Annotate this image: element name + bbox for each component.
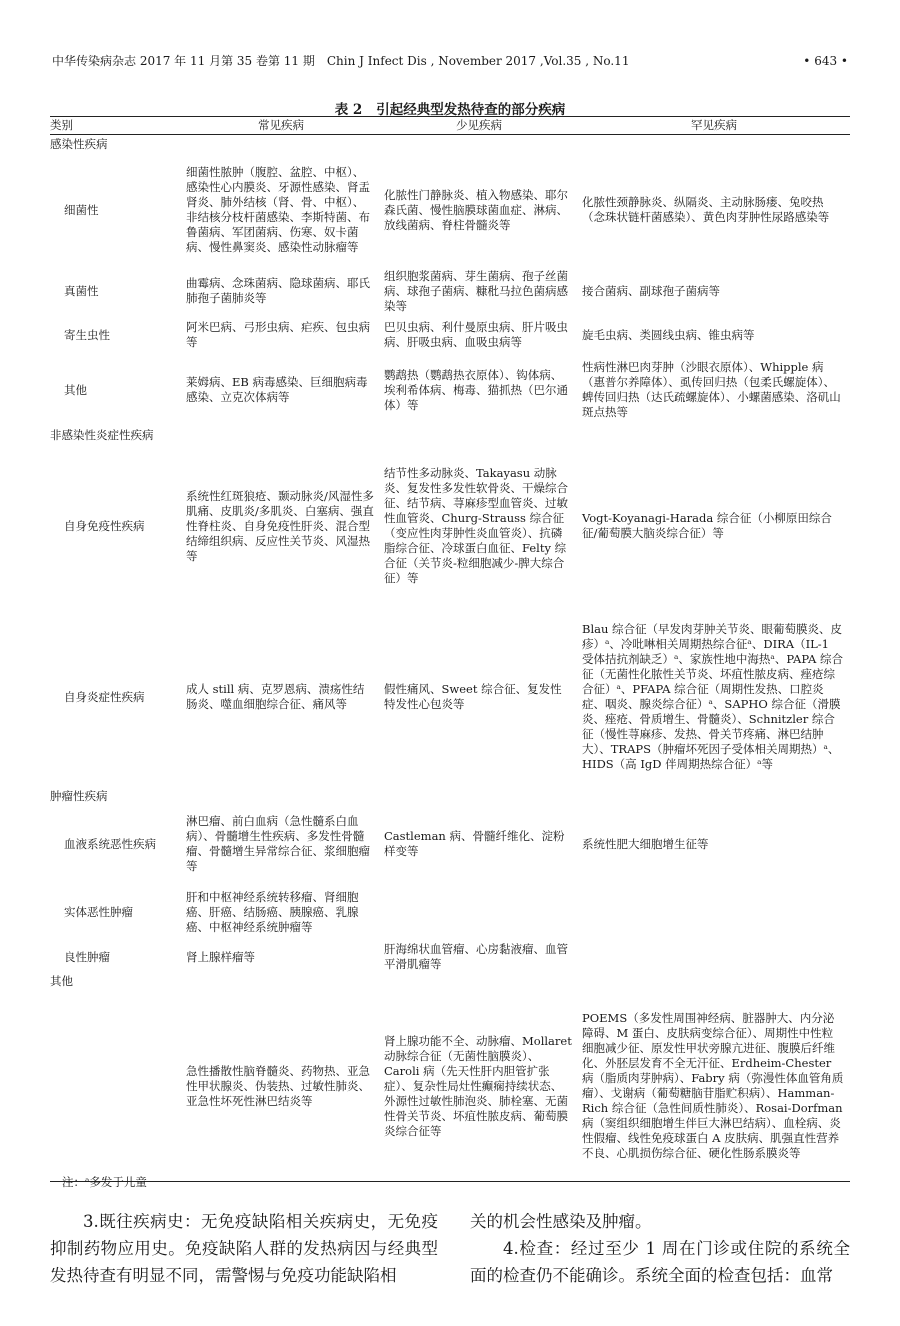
cell-common: 急性播散性脑脊髓炎、药物热、亚急性甲状腺炎、伪装热、过敏性肺炎、亚急性坏死性淋巴结炎等	[182, 991, 380, 1182]
header-common: 常见疾病	[182, 117, 380, 135]
cell-rare: 接合菌病、副球孢子菌病等	[582, 283, 720, 298]
table-caption	[0, 98, 900, 118]
cell-less: 鹦鹉热（鹦鹉热衣原体）、钩体病、埃利希体病、梅毒、猫抓热（巴尔通体）等	[384, 367, 568, 412]
table-row	[50, 266, 850, 316]
cell-common: 成人 still 病、克罗恩病、溃疡性结肠炎、噬血细胞综合征、痛风等	[186, 682, 365, 711]
table-row	[50, 316, 850, 354]
table-row	[50, 354, 850, 426]
page-number: • 643 •	[803, 54, 848, 68]
cell-common: 淋巴瘤、前白血病（急性髓系白血病）、骨髓增生性疾病、多发性骨髓瘤、骨髓增生异常综合征、浆细胞瘤等	[186, 814, 370, 873]
table-row	[50, 991, 850, 1182]
body-continuation: 关的机会性感染及肿瘤。	[470, 1212, 652, 1231]
body-column-right	[470, 1208, 850, 1289]
cell-rare	[578, 942, 850, 972]
group-label: 非感染性炎症性疾病	[50, 428, 154, 442]
table-row	[50, 942, 850, 972]
row-category: 自身免疫性疾病	[64, 518, 145, 533]
cell-rare: 性病性淋巴肉芽肿（沙眼衣原体）、Whipple 病（惠普尔养障体）、虱传回归热（包柔氏螺旋体）、蜱传回归热（达氏疏螺旋体）、小螺菌感染、洛矶山斑点热等	[582, 360, 841, 419]
cell-less: 假性痛风、Sweet 综合征、复发性特发性心包炎等	[384, 682, 562, 711]
table-header-row	[50, 117, 850, 135]
group-label: 感染性疾病	[50, 137, 108, 151]
group-label: 其他	[50, 974, 73, 988]
cell-rare: POEMS（多发性周围神经病、脏器肿大、内分泌障碍、M 蛋白、皮肤病变综合征）、周期性中性粒细胞减少征、原发性甲状旁腺亢进征、腹膜后纤维化、外胚层发育不全无汗征、Erdheim-Chester 病（脂质肉芽肿病）、Fabry 病（弥漫性体血管角质瘤）、戈谢病（葡萄糖脑苷脂贮积病）、Hamman-Rich 综合征（急性间质性肺炎）、Rosai-Dorfman 病（窦组织细胞增生伴巨大淋巴结病）、血栓病、炎性假瘤、线性免疫球蛋白 A 皮肤病、肌强直性营养不良、心肌损伤综合征、硬化性肠系膜炎等	[578, 991, 850, 1182]
cell-common: 系统性红斑狼疮、颞动脉炎/风湿性多肌痛、皮肌炎/多肌炎、白塞病、强直性脊柱炎、自身免疫性肝炎、混合型结缔组织病、反应性关节炎、风湿热等	[186, 488, 374, 563]
row-category: 自身炎症性疾病	[64, 689, 145, 704]
cell-rare: Vogt-Koyanagi-Harada 综合征（小柳原田综合征/葡萄膜大脑炎综合征）等	[582, 511, 832, 540]
cell-common: 肝和中枢神经系统转移瘤、肾细胞癌、肝癌、结肠癌、胰腺癌、乳腺癌、中枢神经系统肿瘤等	[186, 889, 359, 934]
header-rare: 罕见疾病	[578, 117, 850, 135]
row-category: 寄生虫性	[64, 327, 110, 342]
group-row-noninfectious	[50, 426, 850, 445]
row-category: 真菌性	[64, 283, 99, 298]
header-less: 少见疾病	[380, 117, 578, 135]
cell-less: 巴贝虫病、利什曼原虫病、肝片吸虫病、肝吸虫病、血吸虫病等	[384, 320, 568, 349]
row-category: 其他	[64, 382, 87, 397]
cell-rare	[578, 882, 850, 942]
group-row-infectious	[50, 135, 850, 155]
table-row	[50, 882, 850, 942]
cell-less: 结节性多动脉炎、Takayasu 动脉炎、复发性多发性软骨炎、干燥综合征、结节病、荨麻疹型血管炎、过敏性血管炎、Churg-Strauss 综合征（变应性肉芽肿性炎血管炎）、抗磷脂综合征、冷球蛋白血征、Felty 综合征（关节炎-粒细胞减少-脾大综合征）等	[384, 466, 568, 585]
table-row	[50, 154, 850, 266]
table-row	[50, 607, 850, 787]
row-category: 实体恶性肿瘤	[64, 904, 133, 919]
table-row	[50, 445, 850, 607]
cell-rare: 系统性肥大细胞增生征等	[582, 836, 709, 851]
cell-common: 阿米巴病、弓形虫病、疟疾、包虫病等	[186, 320, 370, 349]
cell-common: 莱姆病、EB 病毒感染、巨细胞病毒感染、立克次体病等	[186, 375, 368, 404]
row-category: 良性肿瘤	[64, 949, 110, 964]
body-paragraph-right: 4.检查：经过至少 1 周在门诊或住院的系统全面的检查仍不能确诊。系统全面的检查包括：血常	[470, 1239, 850, 1285]
cell-rare: 旋毛虫病、类圆线虫病、锥虫病等	[582, 327, 755, 342]
journal-citation: 中华传染病杂志 2017 年 11 月第 35 卷第 11 期 Chin J Infect Dis , November 2017 ,Vol.35 , No.11	[52, 54, 630, 68]
cell-common: 细菌性脓肿（腹腔、盆腔、中枢）、感染性心内膜炎、牙源性感染、肾盂肾炎、肺外结核（肾、骨、中枢）、非结核分枝杆菌感染、李斯特菌、布鲁菌病、军团菌病、伤寒、奴卡菌病、慢性鼻窦炎、感染性动脉瘤等	[186, 165, 370, 254]
row-category	[50, 991, 182, 1182]
cell-less: 肾上腺功能不全、动脉瘤、Mollaret动脉综合征（无菌性脑膜炎）、Caroli 病（先天性肝内胆管扩张症）、复杂性局灶性癫痫持续状态、外源性过敏性肺泡炎、肺栓塞、无菌性骨关节炎、坏疽性脓皮病、葡萄膜炎综合征等	[380, 991, 578, 1182]
cell-rare: 化脓性颈静脉炎、纵隔炎、主动脉肠瘘、兔咬热（念珠状链杆菌感染）、黄色肉芽肿性尿路感染等	[582, 195, 830, 224]
cell-less: Castleman 病、骨髓纤维化、淀粉样变等	[384, 829, 565, 858]
group-label: 肿瘤性疾病	[50, 789, 108, 803]
cell-rare: Blau 综合征（早发肉芽肿关节炎、眼葡萄膜炎、皮疹）ᵃ、冷吡啉相关周期热综合征ᵃ、DIRA（IL-1 受体拮抗剂缺乏）ᵃ、家族性地中海热ᵃ、PAPA 综合征（无菌性化脓性关节炎、坏疽性脓皮病、痤疮综合征）ᵃ、PFAPA 综合征（周期性发热、口腔炎症、咽炎、腺炎综合征）ᵃ、SAPHO 综合征（滑膜炎、痤疮、骨质增生、骨髓炎）、Schnitzler 综合征（慢性荨麻疹、发热、骨关节疼痛、淋巴结肿大）、TRAPS（肿瘤坏死因子受体相关周期热）ᵃ、HIDS（高 IgD 伴周期热综合征）ᵃ等	[582, 622, 843, 771]
group-row-other	[50, 972, 850, 991]
cell-less: 组织胞浆菌病、芽生菌病、孢子丝菌病、球孢子菌病、糠秕马拉色菌病感染等	[384, 268, 568, 313]
cell-less: 化脓性门静脉炎、植入物感染、耶尔森氏菌、慢性脑膜球菌血症、淋病、放线菌病、脊柱骨髓炎等	[384, 187, 568, 232]
header-category: 类别	[50, 117, 182, 135]
cell-less	[380, 882, 578, 942]
row-category: 细菌性	[64, 202, 99, 217]
cell-common: 肾上腺样瘤等	[186, 949, 255, 964]
table-number: 表 2	[334, 102, 363, 118]
cell-less: 肝海绵状血管瘤、心房黏液瘤、血管平滑肌瘤等	[384, 942, 568, 971]
row-category: 血液系统恶性疾病	[64, 836, 156, 851]
disease-table	[50, 116, 850, 1182]
group-row-tumor	[50, 787, 850, 806]
table-title: 引起经典型发热待查的部分疾病	[376, 102, 566, 118]
cell-common: 曲霉病、念珠菌病、隐球菌病、耶氏肺孢子菌肺炎等	[186, 276, 370, 305]
table-footnote: 注：ᵃ多发于儿童	[62, 1175, 147, 1189]
body-paragraph-left: 3.既往疾病史：无免疫缺陷相关疾病史，无免疫抑制药物应用史。免疫缺陷人群的发热病因与经典型发热待查有明显不同，需警惕与免疫功能缺陷相	[50, 1212, 438, 1285]
table-row	[50, 806, 850, 882]
